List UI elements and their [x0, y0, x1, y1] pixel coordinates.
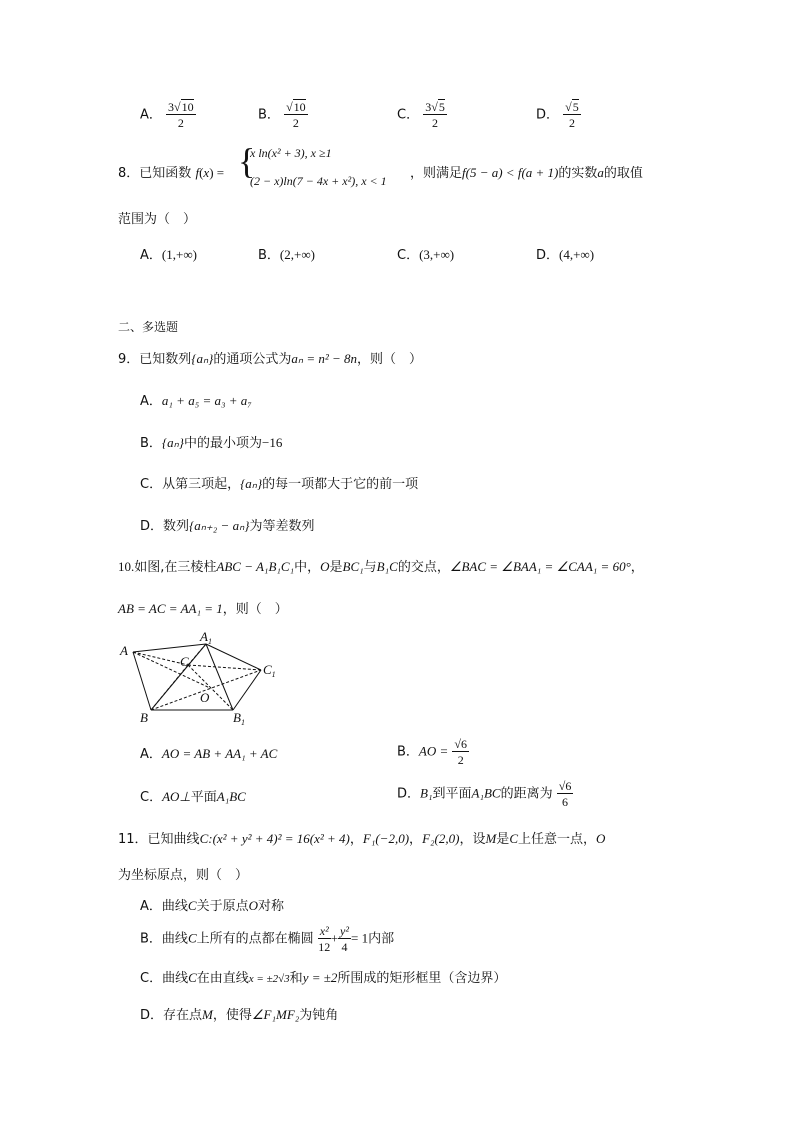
- label-C: C: [180, 654, 189, 669]
- q8-option-a: A．(1,+∞): [140, 247, 197, 263]
- q11-option-c: C．曲线C在由直线x = ±2√3和y = ±2所围成的矩形框里（含边界）: [140, 970, 507, 986]
- q10-option-b: B．AO = $\frac{√6}{2}$: [397, 737, 468, 767]
- q8-piece-1: x ln(x² + 3), x ≥1: [250, 146, 332, 160]
- q10-option-d: D．B₁到平面A₁BC的距离为 $\frac{√6}{6}$: [397, 779, 572, 809]
- q8-piecewise-brace: {: [238, 141, 256, 181]
- label-B1: $B_1$: [233, 710, 245, 725]
- q11-option-b: B．曲线C上所有的点都在椭圆 $\frac{\text{x²}}{12}$ + $\frac{\text{y²}}{4}$ = 1内部: [140, 924, 395, 954]
- q9-option-d: D．数列{aₙ₊₂ − aₙ}为等差数列: [140, 518, 315, 534]
- label-O: O: [200, 690, 210, 705]
- q10-option-a: A．AO = AB + AA₁ + AC: [140, 746, 278, 762]
- q9-stem: 9．已知数列{aₙ}的通项公式为aₙ = n² − 8n，则（ ）: [118, 351, 423, 367]
- q7-option-b: B． $\frac{√10}{2}$: [258, 100, 306, 130]
- label-A1: $A_1$: [200, 630, 212, 646]
- label-A: A: [120, 643, 128, 658]
- edge-A-B: [133, 652, 151, 710]
- edge-C-B1: [188, 665, 233, 710]
- q11-stem: 11．已知曲线C:(x² + y² + 4)² = 16(x² + 4)，F₁(−2,0)，F₂(2,0)，设M是C上任意一点，O: [118, 831, 606, 847]
- edge-B1-C1: [233, 670, 261, 710]
- edge-A1-B1: [206, 644, 233, 710]
- label-B: B: [140, 710, 148, 725]
- q10-stem-line2: AB = AC = AA₁ = 1，则（ ）: [118, 601, 288, 617]
- q11-stem-line2: 为坐标原点，则（ ）: [118, 868, 249, 883]
- edge-A-A1: [133, 644, 206, 652]
- label-C1: $C_1$: [263, 662, 276, 679]
- prism-figure: [118, 630, 288, 725]
- q8-stem-line2: 范围为（ ）: [118, 212, 197, 227]
- q8-piece-2: (2 − x)ln(7 − 4x + x²), x < 1: [250, 174, 387, 188]
- q8-option-b: B．(2,+∞): [258, 247, 315, 263]
- q7-option-c: C． $\frac{3√5}{2}$: [397, 100, 445, 130]
- q7-option-d: D． $\frac{√5}{2}$: [536, 100, 579, 130]
- q8-option-d: D．(4,+∞): [536, 247, 595, 263]
- q10-stem: 10.如图,在三棱柱ABC − A₁B₁C₁中，O是BC₁与B₁C的交点，∠BAC = ∠BAA₁ = ∠CAA₁ = 60°，: [118, 559, 644, 575]
- q8-stem-tail: ，则满足f(5 − a) < f(a + 1)的实数a的取值: [410, 165, 643, 181]
- q9-option-c: C．从第三项起，{aₙ}的每一项都大于它的前一项: [140, 476, 419, 492]
- edge-A-O: [133, 652, 210, 688]
- q11-option-a: A．曲线C关于原点O对称: [140, 898, 285, 914]
- edge-C-C1: [188, 665, 261, 670]
- q11-option-d: D．存在点M，使得∠F₁MF₂为钝角: [140, 1007, 339, 1023]
- q8-stem: 8．已知函数 f(x) =: [118, 165, 225, 181]
- q10-option-c: C．AO⊥平面A₁BC: [140, 789, 246, 805]
- edge-A1-C1: [206, 644, 261, 670]
- q8-option-c: C．(3,+∞): [397, 247, 455, 263]
- q7-option-a-fraction: $\frac{3√10}{2}$: [168, 100, 194, 130]
- section-heading-multiple-choice: 二、多选题: [118, 320, 179, 334]
- q9-option-b: B．{aₙ}中的最小项为−16: [140, 435, 283, 451]
- q9-option-a: A．a₁ + a₅ = a₃ + a₇: [140, 393, 252, 409]
- q7-option-a: A． $\frac{3√10}{2}$: [140, 100, 194, 130]
